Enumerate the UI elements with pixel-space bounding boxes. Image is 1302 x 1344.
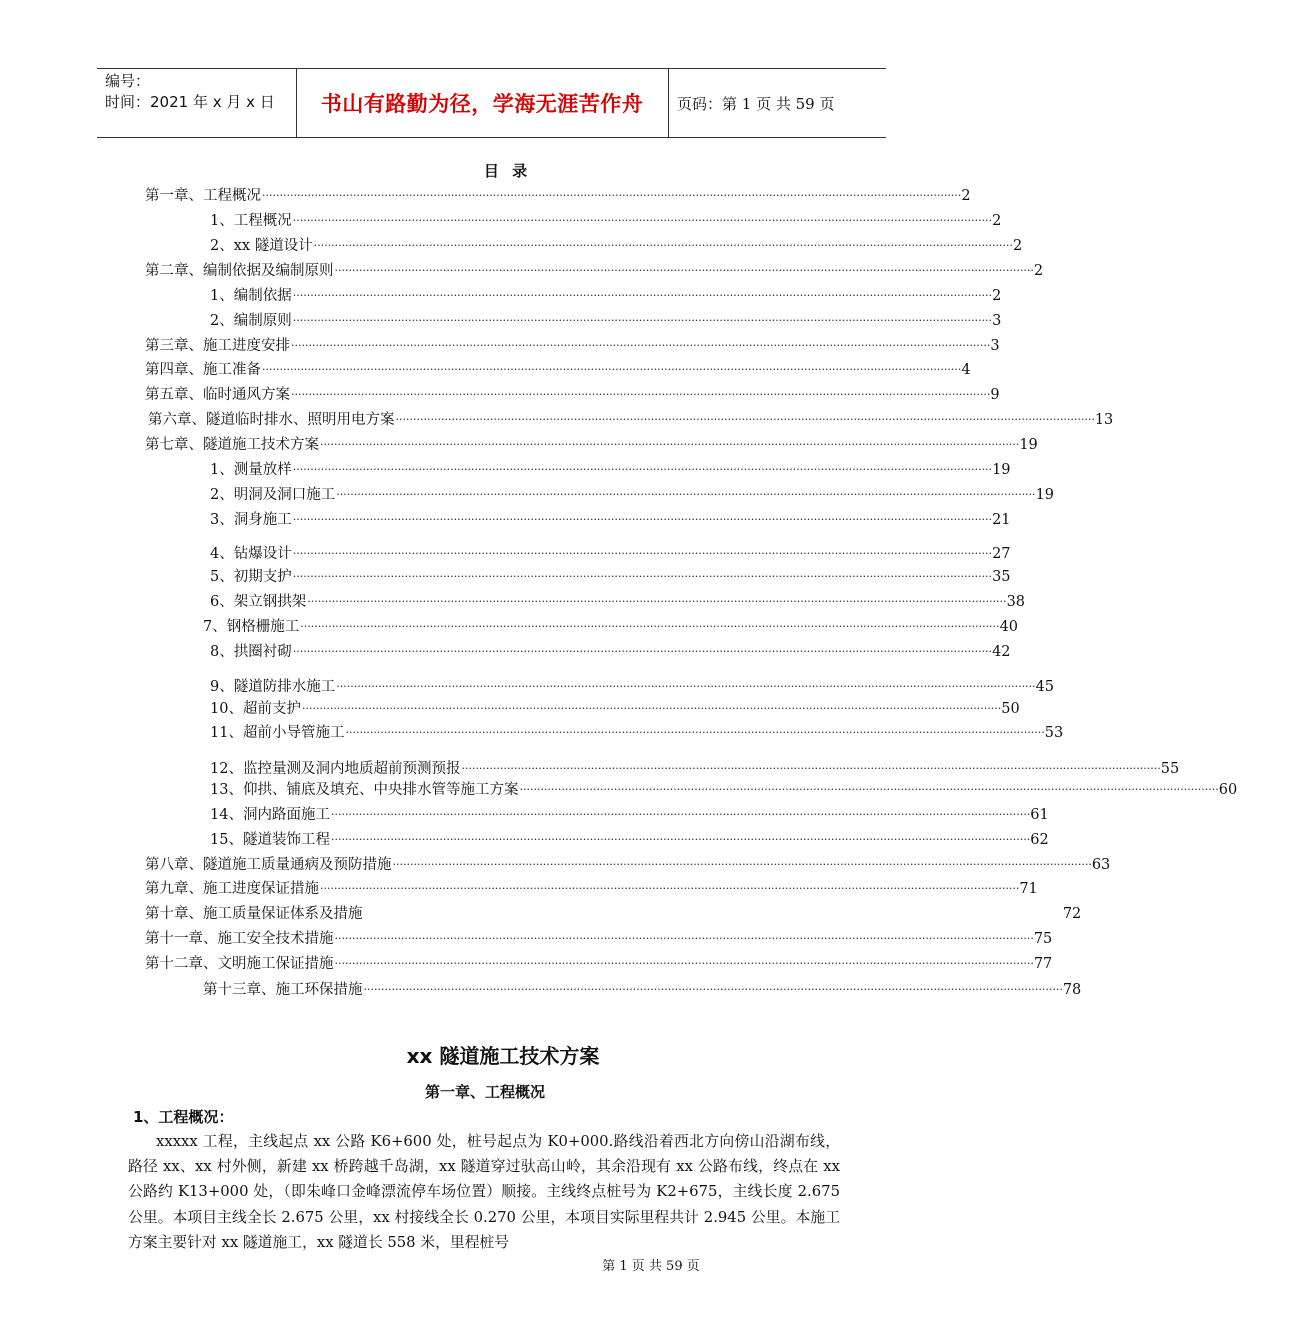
toc-entry[interactable] <box>145 261 1044 281</box>
toc-entry-label: 9、隧道防排水施工 <box>210 679 336 695</box>
toc-entry-label: 4、钻爆设计 <box>210 546 292 562</box>
toc-entry[interactable] <box>210 677 1055 697</box>
toc-leader-dots: ········································································································································································································ <box>334 932 1034 945</box>
toc-entry[interactable] <box>145 954 1053 974</box>
toc-entry-label: 第二章、编制依据及编制原则 <box>145 263 334 279</box>
toc-entry-page: 4 <box>961 362 971 378</box>
toc-entry-page: 42 <box>992 644 1011 660</box>
toc-entry-label: 2、xx 隧道设计 <box>210 238 313 254</box>
toc-entry-page: 55 <box>1160 761 1180 777</box>
toc-entry-page: 2 <box>992 288 1002 304</box>
toc-leader-dots: ········································································································································································································ <box>345 726 1045 739</box>
toc-entry[interactable] <box>210 699 1020 719</box>
toc-entry-label: 第十三章、施工环保措施 <box>203 982 363 998</box>
toc-entry[interactable] <box>145 879 1038 899</box>
header-number: 编号： <box>105 72 151 90</box>
header-page-info: 页码：第 1 页 共 59 页 <box>677 94 835 113</box>
toc-leader-dots: ········································································································································································································ <box>313 239 1014 252</box>
toc-entry-page: 78 <box>1062 982 1082 998</box>
header-meta <box>105 71 295 113</box>
toc-entry-label: 2、明洞及洞口施工 <box>210 487 336 503</box>
toc-title: 目 录 <box>483 162 532 180</box>
toc-entry-label: 10、超前支护 <box>210 701 301 717</box>
toc-entry[interactable] <box>210 567 1011 587</box>
toc-entry-page: 72 <box>1062 906 1082 922</box>
toc-leader-dots: ········································································································································································································ <box>292 463 993 476</box>
toc-entry-page: 19 <box>1035 487 1055 503</box>
chapter-title: 第一章、工程概况 <box>424 1083 545 1101</box>
toc-entry-label: 5、初期支护 <box>210 569 292 585</box>
toc-entry-label: 第十章、施工质量保证体系及措施 <box>145 906 363 922</box>
toc-entry[interactable] <box>210 236 1023 256</box>
toc-entry[interactable] <box>210 805 1049 825</box>
toc-entry[interactable] <box>210 759 1180 779</box>
toc-entry-page: 27 <box>992 546 1011 562</box>
toc-entry-label: 第五章、临时通风方案 <box>145 387 290 403</box>
toc-entry-page: 40 <box>999 619 1019 635</box>
toc-entry[interactable] <box>210 544 1011 564</box>
toc-entry-label: 8、拱圈衬砌 <box>210 644 292 660</box>
toc-entry-page: 77 <box>1033 956 1053 972</box>
section-title: 1、工程概况： <box>133 1108 234 1126</box>
toc-entry-page: 53 <box>1044 725 1064 741</box>
toc-leader-dots: ········································································································································································································ <box>292 513 993 526</box>
toc-entry-label: 第八章、隧道施工质量通病及预防措施 <box>145 857 392 873</box>
toc-entry[interactable] <box>210 723 1064 743</box>
toc-leader-dots: ········································································································································································································ <box>292 570 993 583</box>
toc-entry-label: 第一章、工程概况 <box>145 188 261 204</box>
toc-entry-page: 19 <box>1019 437 1038 453</box>
toc-entry-label: 2、编制原则 <box>210 313 292 329</box>
toc-leader-dots: ········································································································································································································ <box>291 388 991 401</box>
toc-entry[interactable] <box>148 410 1114 430</box>
toc-entry[interactable] <box>145 360 971 380</box>
toc-entry[interactable] <box>210 592 1026 612</box>
toc-entry-page: 75 <box>1033 931 1053 947</box>
toc-entry[interactable] <box>145 186 971 206</box>
toc-entry-label: 第六章、隧道临时排水、照明用电方案 <box>148 412 395 428</box>
toc-entry[interactable] <box>210 642 1011 662</box>
toc-entry-page: 35 <box>992 569 1011 585</box>
toc-entry[interactable] <box>210 830 1049 850</box>
toc-entry[interactable] <box>203 980 1082 1000</box>
toc-leader-dots: ········································································································································································································ <box>262 189 962 202</box>
toc-entry[interactable] <box>210 485 1055 505</box>
toc-leader-dots: ········································································································································································································ <box>301 702 1002 715</box>
toc-entry[interactable] <box>210 510 1011 530</box>
toc-leader-dots: ········································································································································································································ <box>392 858 1092 871</box>
toc-entry-label: 1、测量放样 <box>210 462 292 478</box>
toc-leader-dots: ········································································································································································································ <box>395 413 1095 426</box>
toc-leader-dots: ········································································································································································································ <box>292 547 993 560</box>
toc-entry-label: 11、超前小导管施工 <box>210 725 345 741</box>
header-date: 时间：2021 年 x 月 x 日 <box>105 93 275 111</box>
page-footer: 第 1 页 共 59 页 <box>602 1259 700 1274</box>
toc-entry-label: 第十一章、施工安全技术措施 <box>145 931 334 947</box>
toc-leader-dots: ········································································································································································································ <box>519 783 1219 796</box>
toc-entry-label: 12、监控量测及洞内地质超前预测预报 <box>210 761 461 777</box>
toc-entry-page: 50 <box>1001 701 1020 717</box>
toc-entry-page: 13 <box>1094 412 1114 428</box>
toc-entry-page: 60 <box>1218 782 1238 798</box>
toc-leader-dots: ········································································································································································································ <box>336 680 1036 693</box>
toc-entry[interactable] <box>145 336 1000 356</box>
toc-entry-label: 1、编制依据 <box>210 288 292 304</box>
toc-leader-dots: ········································································································································································································ <box>461 762 1161 775</box>
toc-leader-dots: ········································································································································································································ <box>330 833 1031 846</box>
toc-entry[interactable] <box>210 286 1002 306</box>
toc-entry-page: 19 <box>992 462 1011 478</box>
toc-entry[interactable] <box>145 855 1111 875</box>
toc-leader-dots: ········································································································································································································ <box>292 214 993 227</box>
toc-entry-label: 第三章、施工进度安排 <box>145 338 290 354</box>
toc-leader-dots: ········································································································································································································ <box>320 438 1020 451</box>
toc-leader-dots: ········································································································································································································ <box>363 983 1063 996</box>
toc-leader-dots: ········································································································································································································ <box>262 363 962 376</box>
toc-leader-dots: ········································································································································································································ <box>334 264 1034 277</box>
toc-leader-dots: ········································································································································································································ <box>320 882 1020 895</box>
toc-leader-dots: ········································································································································································································ <box>307 595 1007 608</box>
toc-entry-label: 第四章、施工准备 <box>145 362 261 378</box>
toc-entry-page: 71 <box>1019 881 1038 897</box>
toc-entry-page: 3 <box>992 313 1002 329</box>
toc-leader-dots: ········································································································································································································ <box>334 957 1034 970</box>
toc-entry-page: 2 <box>1033 263 1044 279</box>
toc-entry-page: 2 <box>961 188 971 204</box>
toc-entry[interactable] <box>145 904 1082 924</box>
toc-entry-label: 第十二章、文明施工保证措施 <box>145 956 334 972</box>
toc-leader-dots: ········································································································································································································ <box>291 339 991 352</box>
toc-entry[interactable] <box>210 311 1002 331</box>
toc-entry-page: 38 <box>1006 594 1026 610</box>
toc-entry-page: 45 <box>1035 679 1055 695</box>
body-paragraph: xxxxx 工程，主线起点 xx 公路 K6+600 处，桩号起点为 K0+000.路线沿着西北方向傍山沿湖布线，路径 xx、xx 村外侧，新建 xx 桥跨越千岛湖，xx 隧道穿过驮高山岭，其余沿现有 xx 公路布线，终点在 xx 公路约 K13+000 处，（即朱峰口金峰漂流停车场位置）顺接。主线终点桩号为 K2+675，主线长度 2.675 公里。本项目主线全长 2.675 公里，xx 村接线全长 0.270 公里，本项目实际里程共计 2.945 公里。本施工方案主要针对 xx 隧道施工，xx 隧道长 558 米，里程桩号 <box>128 1133 840 1251</box>
toc-leader-dots: ········································································································································································································ <box>336 488 1036 501</box>
toc-entry-page: 9 <box>990 387 1000 403</box>
document-title: xx 隧道施工技术方案 <box>406 1044 600 1068</box>
toc-entry-label: 1、工程概况 <box>210 213 292 229</box>
toc-entry-page: 63 <box>1091 857 1111 873</box>
toc-entry-page: 21 <box>992 512 1011 528</box>
toc-leader-dots: ········································································································································································································ <box>292 645 993 658</box>
toc-entry[interactable] <box>145 385 1000 405</box>
toc-entry-label: 第七章、隧道施工技术方案 <box>145 437 319 453</box>
toc-leader-dots: ········································································································································································································ <box>292 289 993 302</box>
toc-entry-label: 14、洞内路面施工 <box>210 807 330 823</box>
toc-entry-page: 3 <box>990 338 1000 354</box>
toc-entry-label: 13、仰拱、铺底及填充、中央排水管等施工方案 <box>210 782 519 798</box>
toc-entry-label: 6、架立钢拱架 <box>210 594 307 610</box>
toc-entry[interactable] <box>145 929 1053 949</box>
toc-entry-page: 2 <box>992 213 1002 229</box>
toc-entry-label: 第九章、施工进度保证措施 <box>145 881 319 897</box>
toc-entry[interactable] <box>145 435 1038 455</box>
toc-leader-dots: ········································································································································································································ <box>300 620 1000 633</box>
toc-leader-dots: ········································································································································································································ <box>292 314 993 327</box>
page-header <box>97 68 886 138</box>
toc-entry[interactable] <box>210 780 1238 800</box>
toc-entry-page: 2 <box>1013 238 1023 254</box>
toc-entry-label: 7、钢格栅施工 <box>203 619 300 635</box>
header-divider <box>668 69 669 137</box>
toc-entry[interactable] <box>210 460 1011 480</box>
toc-entry-label: 3、洞身施工 <box>210 512 292 528</box>
toc-entry[interactable] <box>203 617 1019 637</box>
toc-entry-label: 15、隧道装饰工程 <box>210 832 330 848</box>
toc-entry-page: 62 <box>1030 832 1049 848</box>
toc-leader-dots: ········································································································································································································ <box>330 808 1031 821</box>
toc-entry[interactable] <box>210 211 1002 231</box>
header-motto: 书山有路勤为径，学海无涯苦作舟 <box>320 92 644 116</box>
toc-entry-page: 61 <box>1030 807 1049 823</box>
